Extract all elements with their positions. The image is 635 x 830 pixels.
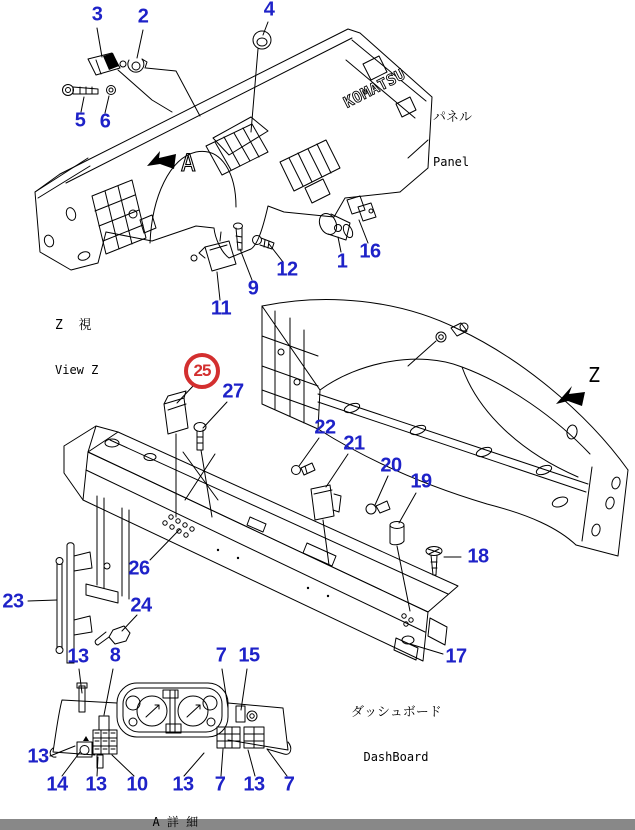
view-z-label bbox=[55, 288, 98, 393]
callout-5-3: 5 bbox=[74, 109, 86, 132]
callout-14-26: 14 bbox=[46, 773, 68, 796]
callout-10-28: 10 bbox=[126, 773, 148, 796]
callout-13-27: 13 bbox=[85, 773, 107, 796]
callout-3-0: 3 bbox=[91, 3, 103, 26]
view-z-letter: Z bbox=[588, 363, 601, 387]
panel-label-en: Panel bbox=[433, 155, 470, 169]
detail-a-label-text: A 詳 細 bbox=[152, 815, 199, 829]
cluster-detail bbox=[50, 683, 291, 768]
dashboard-label-jp: ダッシュボード bbox=[351, 705, 442, 720]
panel-label bbox=[433, 80, 472, 185]
callout-6-4: 6 bbox=[99, 110, 111, 133]
callout-8-22: 8 bbox=[109, 644, 121, 667]
callout-9-8: 9 bbox=[247, 277, 259, 300]
panel-label-jp: パネル bbox=[433, 110, 473, 125]
callout-7-32: 7 bbox=[283, 773, 295, 796]
callout-19-15: 19 bbox=[410, 470, 432, 493]
callout-17-17: 17 bbox=[445, 645, 467, 668]
view-z-label-en: View Z bbox=[55, 363, 99, 377]
callout-2-1: 2 bbox=[137, 5, 149, 28]
callout-13-25: 13 bbox=[27, 745, 49, 768]
view-a-letter: A bbox=[181, 149, 196, 177]
callout-15-24: 15 bbox=[238, 644, 260, 667]
callout-20-14: 20 bbox=[380, 454, 402, 477]
dashboard-frame bbox=[56, 391, 458, 663]
callout-23-19: 23 bbox=[2, 590, 24, 613]
callout-4-2: 4 bbox=[263, 0, 275, 21]
panel-loose-parts bbox=[63, 31, 377, 271]
callout-7-30: 7 bbox=[214, 773, 226, 796]
view-z-arrow-icon bbox=[556, 386, 585, 406]
brand-logo: KOMATSU bbox=[340, 65, 409, 112]
callout-13-29: 13 bbox=[172, 773, 194, 796]
callout-25-10: 25 bbox=[184, 353, 220, 389]
callout-27-11: 27 bbox=[222, 380, 244, 403]
callout-13-21: 13 bbox=[67, 645, 89, 668]
callout-7-23: 7 bbox=[215, 644, 227, 667]
panel-assembly bbox=[35, 29, 432, 270]
callout-1-6: 1 bbox=[336, 250, 348, 273]
callout-11-9: 11 bbox=[210, 297, 232, 320]
callout-24-20: 24 bbox=[130, 594, 152, 617]
callout-21-13: 21 bbox=[343, 432, 365, 455]
view-z-label-jp: Z 視 bbox=[55, 318, 92, 333]
callout-22-12: 22 bbox=[314, 416, 336, 439]
callout-16-5: 16 bbox=[359, 240, 381, 263]
dashboard-label bbox=[351, 675, 441, 780]
callout-12-7: 12 bbox=[276, 258, 298, 281]
callout-13-31: 13 bbox=[243, 773, 265, 796]
dashboard-label-en: DashBoard bbox=[363, 750, 429, 764]
detail-a-label bbox=[138, 800, 198, 830]
callout-18-16: 18 bbox=[467, 545, 489, 568]
view-a-arrow-icon bbox=[147, 151, 176, 169]
callout-26-18: 26 bbox=[128, 557, 150, 580]
